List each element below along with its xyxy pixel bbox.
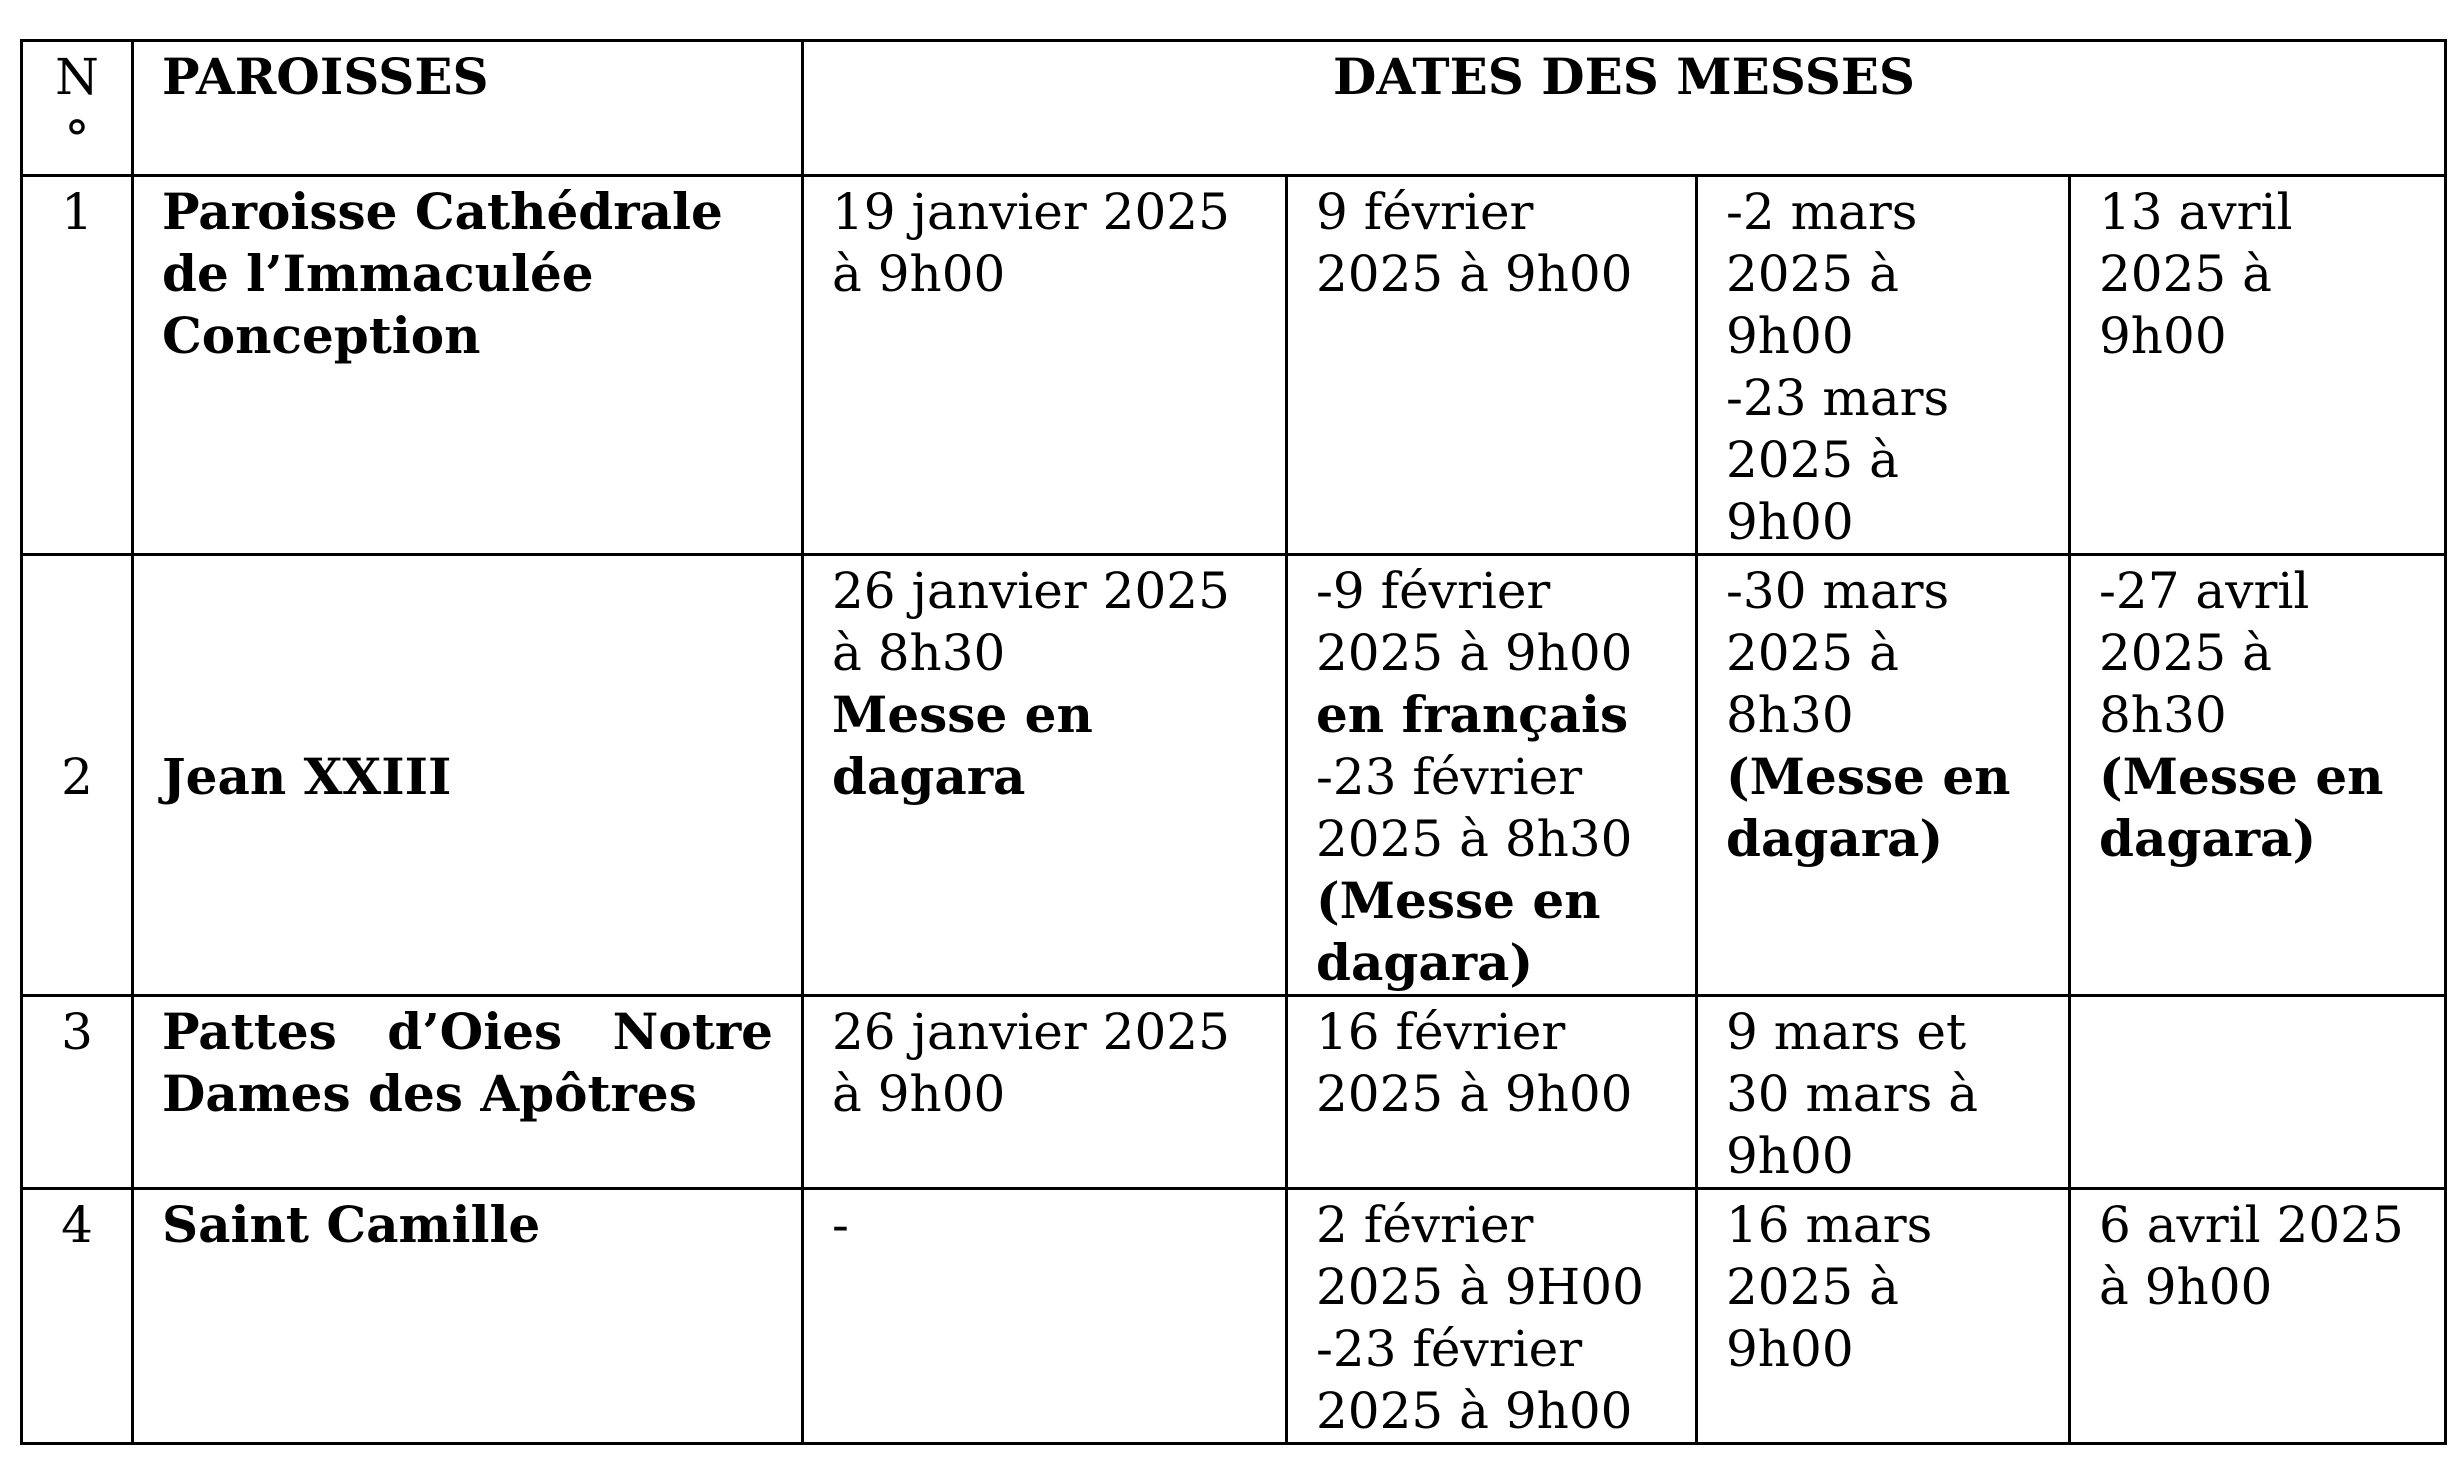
mass-date-cell: 9 mars et 30 mars à 9h00 (1697, 996, 2070, 1189)
mass-date-cell: - (803, 1189, 1287, 1444)
mass-date-cell: 16 février 2025 à 9h00 (1287, 996, 1697, 1189)
mass-date-cell-empty (2070, 996, 2446, 1189)
row-number: 1 (22, 176, 133, 555)
parish-name: Saint Camille (133, 1189, 803, 1444)
mass-date-cell: -27 avril 2025 à 8h30 (Messe en dagara) (2070, 555, 2446, 996)
header-number-line1: N (55, 48, 99, 106)
mass-date-cell: 26 janvier 2025 à 9h00 (803, 996, 1287, 1189)
mass-date-cell: -30 mars 2025 à 8h30 (Messe en dagara) (1697, 555, 2070, 996)
mass-schedule-table (20, 39, 2447, 1445)
mass-date-cell: 19 janvier 2025 à 9h00 (803, 176, 1287, 555)
table-row (22, 555, 2446, 996)
row-number: 2 (22, 555, 133, 996)
table-row (22, 176, 2446, 555)
mass-date-cell: -2 mars 2025 à 9h00 -23 mars 2025 à 9h00 (1697, 176, 2070, 555)
parish-name: Jean XXIII (133, 555, 803, 996)
mass-date-cell: -9 février 2025 à 9h00 en français -23 février 2025 à 8h30 (Messe en dagara) (1287, 555, 1697, 996)
parish-name: Paroisse Cathédrale de l’Immaculée Conception (133, 176, 803, 555)
mass-date-cell: 2 février 2025 à 9H00 -23 février 2025 à 9h00 (1287, 1189, 1697, 1444)
mass-date-cell: 9 février 2025 à 9h00 (1287, 176, 1697, 555)
header-row (22, 41, 2446, 176)
mass-date-cell: 6 avril 2025 à 9h00 (2070, 1189, 2446, 1444)
row-number: 4 (22, 1189, 133, 1444)
header-mass-dates: DATES DES MESSES (803, 41, 2446, 176)
mass-date-cell: 26 janvier 2025 à 8h30 Messe en dagara (803, 555, 1287, 996)
table-row (22, 996, 2446, 1189)
parish-name: Pattes d’Oies Notre Dames des Apôtres (133, 996, 803, 1189)
mass-date-cell: 13 avril 2025 à 9h00 (2070, 176, 2446, 555)
header-number-line2: ° (64, 110, 90, 168)
table-row (22, 1189, 2446, 1444)
header-number (22, 41, 133, 176)
mass-date-cell: 16 mars 2025 à 9h00 (1697, 1189, 2070, 1444)
row-number: 3 (22, 996, 133, 1189)
header-parishes: PAROISSES (133, 41, 803, 176)
